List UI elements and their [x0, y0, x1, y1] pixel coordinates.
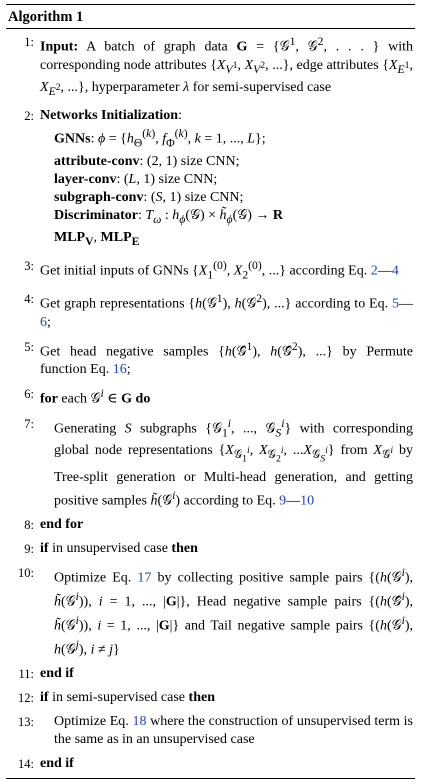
algorithm-line — [6, 665, 415, 683]
algorithm-line — [6, 564, 415, 659]
line-number: 3: — [24, 258, 34, 273]
algorithm-box — [6, 4, 415, 779]
line-number: 10: — [18, 566, 34, 581]
algorithm-line — [6, 257, 415, 285]
algorithm-line — [6, 540, 415, 558]
algorithm-line — [6, 689, 415, 707]
line-text: Networks Initialization: GNNs: $\phi = \{h_\Theta^{(k)}$, $f_\Phi^{(k)}$, k = 1, ..., L}; attribute-conv: (2, 1) size CNN; layer-conv: (L, 1) size CNN; subgraph-conv: (S, 1) size CNN; Discriminator: $T_\omega$ : $h_\phi(𝒢)$ × $h̃_\phi(𝒢) \to R$ $MLP_V$, $MLP_E$ — [40, 107, 284, 248]
line-number: 13: — [18, 714, 34, 729]
line-number: 1: — [24, 35, 34, 49]
algorithm-line — [6, 290, 415, 332]
algorithm-line — [6, 33, 415, 101]
line-text: Input: A batch of graph data G = {𝒢$^1$, 𝒢$^2$, . . . } with corresponding node attributes {$X_{V^1}$, $X_{V^2}$, ...}, edge attributes {$X_{E^1}$, $X_{E^2}$, ...}, hyperparameter λ for semi-supervised case — [40, 35, 414, 98]
algorithm-line — [6, 713, 415, 749]
line-text: Optimize Eq. 17 by collecting positive sample pairs {(h(𝒢$^i$), h̃(𝒢$^i$)), i = 1, ..., |G|}, Head negative sample pairs {(h(𝒢̂$^i$), h̃(𝒢$^i$)), i = 1, ..., |G|} and Tail negative sample pairs {(h(𝒢$^i$), h(𝒢$^j$), i ≠ j} — [54, 566, 413, 658]
line-number: 12: — [18, 690, 34, 705]
line-text: Get initial inputs of GNNs {$X_1^{(0)}$, $X_2^{(0)}$, ...} according Eq. 2—4 — [40, 258, 399, 282]
algorithm-title: Algorithm 1 — [8, 9, 84, 25]
algorithm-line — [6, 755, 415, 773]
line-text: if in semi-supervised case then — [40, 689, 215, 705]
line-number: 4: — [24, 291, 34, 306]
line-text: Get head negative samples {h(𝒢̂$^1$), h(𝒢̂$^2$), ...} by Permute function Eq. 16; — [40, 339, 413, 378]
line-text: end if — [40, 666, 74, 682]
algorithm-line — [6, 415, 415, 511]
line-text: Generating S subgraphs {𝒢$_1^i$, ..., 𝒢$_S^i$} with corresponding global node representations {$X_{𝒢_1^i}$, $X_{𝒢_2^i}$, $...X_{𝒢_S^i}$} from $X_{𝒢^i}$ by Tree-split generation or Multi-head generation, and getting positive samples h̃(𝒢$^i$) according to Eq. 9—10 — [54, 416, 413, 509]
line-number: 2: — [24, 108, 34, 123]
line-number: 11: — [18, 667, 34, 682]
line-text: end for — [40, 517, 84, 533]
algorithm-line — [6, 338, 415, 380]
line-text: for each 𝒢$^i$ ∈ G do — [40, 387, 151, 407]
line-number: 14: — [18, 756, 34, 771]
line-text: Get graph representations {h(𝒢$^1$), h(𝒢$^2$), ...} according to Eq. 5—6; — [40, 291, 413, 330]
line-number: 6: — [24, 387, 34, 402]
line-number: 8: — [24, 518, 34, 533]
line-text: end if — [40, 755, 74, 771]
algorithm-line — [6, 107, 415, 251]
algorithm-body — [6, 29, 415, 773]
line-number: 5: — [24, 339, 34, 354]
algorithm-line — [6, 385, 415, 409]
algorithm-line — [6, 516, 415, 534]
line-number: 7: — [24, 416, 34, 431]
line-text: if in unsupervised case then — [40, 541, 198, 557]
line-number: 9: — [24, 542, 34, 557]
line-text: Optimize Eq. 18 where the construction of unsupervised term is the same as in an unsupervised case — [54, 713, 413, 747]
